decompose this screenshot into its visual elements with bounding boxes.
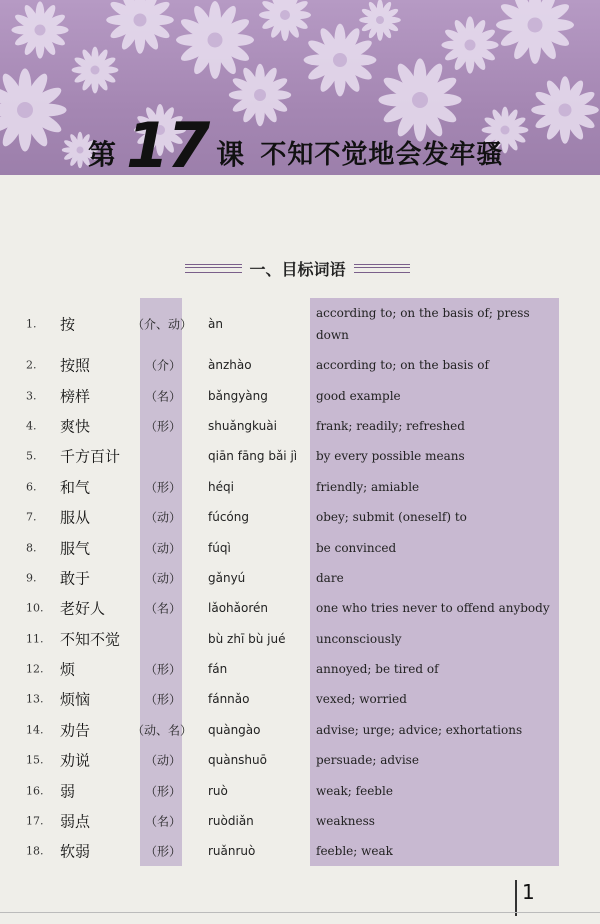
- vocab-pinyin: fán: [208, 662, 228, 677]
- vocab-number: 15.: [26, 753, 44, 767]
- vocab-english: one who tries never to offend anybody: [316, 601, 550, 616]
- vocab-pos: （形）: [145, 419, 182, 434]
- vocab-pinyin: qiān fāng bǎi jì: [208, 449, 298, 464]
- vocab-pos: （介、动）: [132, 317, 193, 332]
- vocab-row: [0, 350, 600, 380]
- vocab-list: [0, 298, 600, 867]
- vocab-row: [0, 593, 600, 623]
- vocab-pinyin: bǎngyàng: [208, 388, 268, 403]
- vocab-english: be convinced: [316, 540, 397, 555]
- vocab-english: feeble; weak: [316, 844, 393, 859]
- vocab-word: 劝告: [60, 721, 91, 740]
- vocab-word: 敢于: [60, 569, 91, 588]
- vocab-pinyin: quànshuō: [208, 753, 267, 768]
- vocab-row: [0, 502, 600, 532]
- vocab-english: according to; on the basis of: [316, 358, 489, 373]
- vocab-pos: （动）: [145, 541, 182, 556]
- vocab-row: [0, 298, 600, 350]
- vocab-pinyin: héqi: [208, 479, 234, 494]
- vocab-row: [0, 715, 600, 745]
- vocab-word: 爽快: [60, 417, 91, 436]
- vocab-number: 6.: [26, 480, 37, 494]
- vocab-english: advise; urge; advice; exhortations: [316, 722, 523, 737]
- vocab-english: weakness: [316, 814, 375, 829]
- vocab-word: 千方百计: [60, 447, 121, 466]
- vocab-number: 4.: [26, 419, 37, 433]
- vocab-row: [0, 775, 600, 805]
- lesson-number: 17: [126, 109, 209, 175]
- vocab-english: dare: [316, 570, 344, 585]
- section-heading-text: 一、目标词语: [249, 259, 346, 279]
- vocab-pinyin: lǎohǎorén: [208, 601, 268, 616]
- vocab-number: 5.: [26, 449, 37, 463]
- vocab-english: unconsciously: [316, 631, 402, 646]
- vocab-pos: （动）: [145, 753, 182, 768]
- page-number-bracket: [515, 880, 555, 916]
- vocab-word: 榜样: [60, 387, 91, 406]
- vocab-word: 弱点: [60, 812, 91, 831]
- vocab-row: [0, 411, 600, 441]
- vocab-english: according to; on the basis of; press down: [316, 306, 530, 342]
- vocab-pos: （形）: [145, 844, 182, 859]
- vocab-pos: （动、名）: [132, 723, 193, 738]
- vocab-number: 1.: [26, 317, 37, 331]
- vocab-row: [0, 806, 600, 836]
- section-heading: [185, 256, 410, 280]
- vocab-pos: （动）: [145, 510, 182, 525]
- vocab-row: [0, 472, 600, 502]
- vocab-pinyin: shuǎngkuài: [208, 418, 277, 433]
- vocab-english: by every possible means: [316, 449, 465, 464]
- vocab-pinyin: gǎnyú: [208, 570, 246, 585]
- vocab-english: frank; readily; refreshed: [316, 418, 465, 433]
- vocab-pos: （名）: [145, 601, 182, 616]
- vocab-pinyin: quàngào: [208, 722, 261, 737]
- vocab-word: 软弱: [60, 842, 91, 861]
- vocab-number: 9.: [26, 571, 37, 585]
- vocab-row: [0, 654, 600, 684]
- vocab-word: 老好人: [60, 599, 106, 618]
- heading-rule-left: [185, 264, 242, 273]
- vocab-number: 12.: [26, 662, 44, 676]
- vocab-english: friendly; amiable: [316, 479, 420, 494]
- vocab-row: [0, 380, 600, 410]
- vocab-english: vexed; worried: [316, 692, 407, 707]
- vocab-pinyin: ruò: [208, 783, 228, 798]
- vocab-pinyin: ànzhào: [208, 358, 252, 373]
- vocab-word: 按照: [60, 356, 91, 375]
- vocab-row: [0, 745, 600, 775]
- vocab-number: 17.: [26, 814, 44, 828]
- vocab-number: 3.: [26, 389, 37, 403]
- lesson-word: 第: [88, 138, 117, 171]
- vocab-pos: （介）: [145, 358, 182, 373]
- vocab-number: 10.: [26, 601, 44, 615]
- vocab-english: good example: [316, 388, 401, 403]
- vocab-row: [0, 624, 600, 654]
- vocab-number: 7.: [26, 510, 37, 524]
- header-banner: [0, 0, 600, 175]
- vocab-english: annoyed; be tired of: [316, 662, 439, 677]
- vocab-pinyin: bù zhī bù jué: [208, 631, 286, 646]
- vocab-word: 弱: [60, 782, 76, 801]
- vocab-number: 2.: [26, 358, 37, 372]
- vocab-pinyin: ruòdiǎn: [208, 814, 254, 829]
- page-number: 1: [522, 880, 535, 904]
- vocab-number: 14.: [26, 723, 44, 737]
- vocab-number: 8.: [26, 541, 37, 555]
- vocab-word: 劝说: [60, 751, 91, 770]
- vocab-pos: （名）: [145, 814, 182, 829]
- vocab-number: 13.: [26, 692, 44, 706]
- vocab-word: 服气: [60, 539, 91, 558]
- heading-rule-right: [354, 264, 411, 273]
- vocab-pinyin: fúcóng: [208, 510, 249, 525]
- vocab-pos: （形）: [145, 784, 182, 799]
- vocab-number: 16.: [26, 784, 44, 798]
- lesson-suffix: 课: [216, 138, 245, 171]
- vocab-number: 18.: [26, 844, 44, 858]
- vocab-word: 按: [60, 315, 76, 334]
- vocab-english: weak; feeble: [316, 783, 393, 798]
- lesson-title: 不知不觉地会发牢骚: [260, 140, 504, 170]
- vocab-pinyin: àn: [208, 317, 223, 331]
- vocab-pos: （形）: [145, 662, 182, 677]
- vocab-pinyin: ruǎnruò: [208, 844, 256, 859]
- vocab-row: [0, 684, 600, 714]
- vocab-word: 烦恼: [60, 690, 91, 709]
- vocab-word: 不知不觉: [60, 630, 121, 649]
- page-bottom-edge: [0, 912, 600, 913]
- vocab-english: obey; submit (oneself) to: [316, 510, 467, 525]
- vocab-pos: （动）: [145, 571, 182, 586]
- vocab-word: 烦: [60, 660, 76, 679]
- vocab-english: persuade; advise: [316, 753, 419, 768]
- vocab-row: [0, 836, 600, 866]
- vocab-pos: （形）: [145, 480, 182, 495]
- vocab-row: [0, 441, 600, 471]
- vocab-pinyin: fúqì: [208, 540, 231, 555]
- lesson-title-row: [88, 109, 504, 175]
- vocab-row: [0, 532, 600, 562]
- vocab-pos: （名）: [145, 389, 182, 404]
- vocab-number: 11.: [26, 632, 44, 646]
- vocab-row: [0, 563, 600, 593]
- vocab-pinyin: fánnǎo: [208, 692, 250, 707]
- vocab-pos: （形）: [145, 692, 182, 707]
- vocab-word: 服从: [60, 508, 91, 527]
- vocab-word: 和气: [60, 478, 91, 497]
